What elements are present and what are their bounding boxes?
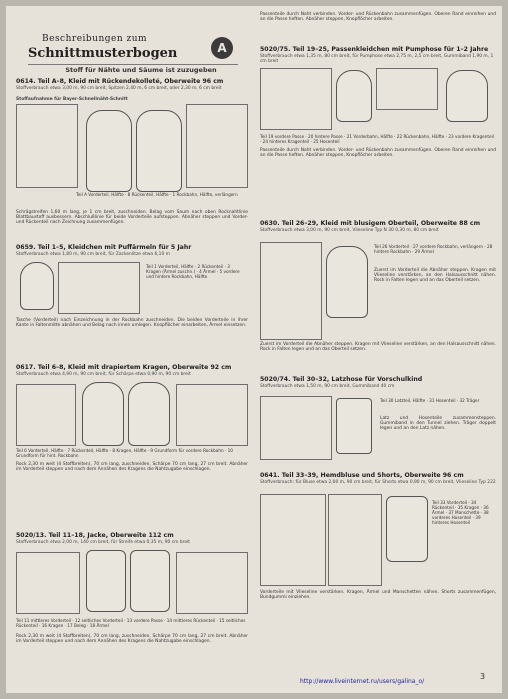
legend-502075: Teil 19 vordere Passe · 20 hintere Passe · 21 Vorderbahn, Hälfte · 22 Rückenbahn, Hälfte · 23 vordere Kragenteil · 24 hinteres Kragenteil · 25 Hosenteil: [260, 134, 494, 144]
section-meta-0641: Stoffverbrauch: für Bluse etwa 2,00 m, 90 cm breit, für Shorts etwa 0,90 m, 90 cm breit, Vlieseline Typ 222: [260, 480, 496, 485]
section-title-502074: 5020/74. Teil 30–32, Latzhose für Vorschulkind: [260, 376, 423, 383]
page-number: 3: [480, 672, 486, 681]
shirt-pattern-sketch: [260, 494, 326, 586]
jacket-pattern-sketch: [16, 552, 80, 614]
section-meta-0617: Stoffverbrauch etwa 4,90 m, 90 cm breit, für Schärpe etwa 0,90 m, 90 cm breit: [16, 372, 191, 377]
section-title-502075: 5020/75. Teil 19–25, Passenkleidchen mit Pumphose für 1–2 Jahre: [260, 46, 489, 53]
dress-illustration-back: [136, 110, 182, 192]
paragraph-502013: Rock 2,30 m weit (4 Stoffbreiten), 70 cm lang, zuschneiden. Schärpe 70 cm lang, 27 cm breit. Abnäher im Vorderteil steppen und nach dem Annähen des Kragens die Nahtzugabe einschlagen.: [16, 634, 248, 645]
passe-pattern-sketch: [260, 68, 332, 130]
section-meta-0630: Stoffverbrauch etwa 3,00 m, 90 cm breit, Vlieseline Typ N 30 0,30 m, 80 cm breit: [260, 228, 439, 233]
legend-0617: Teil 6 Vorderteil, Hälfte · 7 Rückenteil, Hälfte · 8 Kragen, Hälfte · 9 Grundform für vordere Rockbahn · 10 Grundform für hint. Rockbahn: [16, 448, 233, 458]
legend-0641: Teil 33 Vorderteil · 34 Rückenteil · 35 Kragen · 36 Ärmel · 37 Manschette · 38 vorderes Hosenteil · 39 hinteres Hosenteil: [432, 500, 489, 525]
section-meta-502075: Stoffverbrauch etwa 1,35 m, 80 cm breit, für Pumphose etwa 2,75 m, 2,5 cm breit, Gummiband 1,90 m, 1 cm breit: [260, 54, 494, 65]
legend-0630: Teil 26 Vorderteil · 27 vordere Rockbahn, verlängern · 28 hintere Rockbahn · 29 Ärmel: [374, 244, 493, 254]
paragraph-top-right: Passenteile durch Naht verbinden. Vorder- und Rückenbahn zusammenfügen. Oberen Rand einreihen und an die Passe heften. Abnäher steppen, Knopflöcher arbeiten.: [260, 12, 496, 23]
section-meta-502074: Stoffverbrauch etwa 1,50 m, 90 cm breit, Gummiband 40 cm: [260, 384, 395, 389]
section-note-0614: Stoffaufnahme für Bayer-Schnellnäht-Schnitt: [16, 97, 128, 102]
section-title-0659: 0659. Teil 1–5, Kleidchen mit Puffärmeln für 5 Jahr: [16, 244, 192, 251]
pattern-layout-sketch: [16, 104, 78, 188]
right-column: [256, 6, 502, 693]
jacket-pieces-sketch: [176, 552, 248, 614]
section-meta-502013: Stoffverbrauch etwa 2,00 m, 140 cm breit, für Streife etwa 0,35 m, 90 cm breit: [16, 540, 190, 545]
divider: [28, 64, 238, 65]
jacket-illustration-back: [130, 550, 170, 612]
magazine-page: [6, 6, 502, 693]
pumphose-sketch: [376, 68, 438, 110]
section-meta-0614: Stoffverbrauch etwa 3,00 m, 90 cm breit, Spitzen 2,40 m, 6 cm breit, oder 2,30 m, 6 cm breit: [16, 86, 222, 91]
child-dress-illustration: [20, 262, 54, 310]
pattern-piece-sketch: [186, 104, 248, 188]
paragraph-502074: Latz und Hosenteile zusammensteppen. Gummiband in den Tunnel ziehen. Träger doppelt legen und an den Latz nähen.: [380, 416, 496, 432]
blouse-dress-illustration: [326, 246, 368, 318]
header-subtitle: Stoff für Nähte und Säume ist zuzugeben: [65, 66, 217, 74]
pattern-sketch-0659: [58, 262, 140, 314]
section-title-0614: 0614. Teil A–8, Kleid mit Rückendekolleté, Oberweite 96 cm: [16, 78, 224, 85]
legend-502074: Teil 30 Latzteil, Hälfte · 31 Hosenteil · 32 Träger: [380, 398, 480, 403]
paragraph-0641: Vorderteile mit Vlieseline verstärken. Kragen, Ärmel und Manschetten nähen. Shorts zusammenfügen, Bundgummi einziehen.: [260, 590, 496, 601]
paragraph-0614: Schrägstreifen 1,60 m lang, je 1 cm breit, zuschneiden. Belag vom Saum nach oben Rocknahtlinie Blattbaustoff ausbessern. Abschlußlinie für beide Vorderteile aufsteppen. Abnäher steppen und Vorder- und Rückenteil nach Zeichnung zusammenfügen.: [16, 210, 248, 226]
skirt-pattern-sketch: [176, 384, 248, 446]
header-line-2: Schnittmusterbogen: [28, 46, 178, 61]
draped-dress-front: [82, 382, 124, 446]
section-title-0630: 0630. Teil 26–29, Kleid mit blusigem Oberteil, Oberweite 88 cm: [260, 220, 481, 227]
legend-502013: Teil 11 mittleres Vorderteil · 12 seitliches Vorderteil · 13 vordere Passe · 14 mittleres Rückenteil · 15 seitliches Rückenteil · 16 Kragen · 17 Beleg · 18 Ärmel: [16, 618, 246, 628]
latzhose-illustration: [336, 398, 372, 454]
paragraph-0659: Tasche (Vorderteil) nach Einzeichnung in der Rockbahn zuschneiden. Die beiden Vorderteile in ihrer Kante in Faltenmitte abnähen und Belag nach innen umlegen. Knopflöcher einarbeiten, Ärmel einsetzen.: [16, 318, 248, 329]
left-column: [6, 6, 254, 693]
section-title-0617: 0617. Teil 6–8, Kleid mit drapiertem Kragen, Oberweite 92 cm: [16, 364, 232, 371]
section-badge: A: [211, 37, 233, 59]
section-title-0641: 0641. Teil 33–39, Hemdbluse und Shorts, Oberweite 96 cm: [260, 472, 464, 479]
legend-0614: Teil A Vorderteil, Hälfte · 8 Rückenteil, Hälfte · 1 Rockbahn, Hälfte, verlängern: [76, 192, 238, 197]
dress-illustration-front: [86, 110, 132, 192]
section-meta-0659: Stoffverbrauch etwa 1,80 m, 90 cm breit, für Zackenlitze etwa 6,10 m: [16, 252, 170, 257]
blouse-dress-pattern-sketch: [260, 242, 322, 340]
jacket-illustration-front: [86, 550, 126, 612]
paragraph-0630-a: Zuerst im Vorderteil die Abnäher steppen. Kragen mit Vlieseline verstärken, an den Halsausschnitt nähen. Rock in Falten legen und an das Oberteil setzen.: [374, 268, 496, 284]
baby-dress-illustration: [336, 70, 372, 122]
baby-dress-back-illustration: [446, 70, 488, 122]
header-line-1: Beschreibungen zum: [42, 34, 148, 44]
draped-dress-back: [128, 382, 170, 446]
source-url-watermark[interactable]: http://www.liveinternet.ru/users/galina_o/: [300, 678, 425, 685]
latzhose-pattern-sketch: [260, 396, 332, 460]
legend-0659: Teil 1 Vorderteil, Hälfte · 2 Rückenteil · 3 Kragen (Ärmel zuschn.) · 4 Ärmel · 5 vordere und hintere Rockbahn, Hälfte: [146, 264, 240, 279]
shirt-illustration: [386, 496, 428, 562]
shorts-pattern-sketch: [328, 494, 382, 586]
pattern-sketch-0617: [16, 384, 76, 446]
paragraph-0630-b: Zuerst im Vorderteil die Abnäher steppen. Kragen mit Vlieseline verstärken, an den Halsausschnitt nähen. Rock in Falten legen und an das Oberteil setzen.: [260, 342, 496, 353]
paragraph-502075: Passenteile durch Naht verbinden. Vorder- und Rückenbahn zusammenfügen. Oberen Rand einreihen und an die Passe heften. Abnäher steppen, Knopflöcher arbeiten.: [260, 148, 496, 159]
section-title-502013: 5020/13. Teil 11–18, Jacke, Oberweite 112 cm: [16, 532, 174, 539]
paragraph-0617: Rock 2,30 m weit (4 Stoffbreiten), 70 cm lang, zuschneiden. Schärpe 70 cm lang, 27 cm breit. Abnäher im Vorderteil steppen und nach dem Annähen des Kragens die Nahtzugabe einschlagen.: [16, 462, 248, 473]
